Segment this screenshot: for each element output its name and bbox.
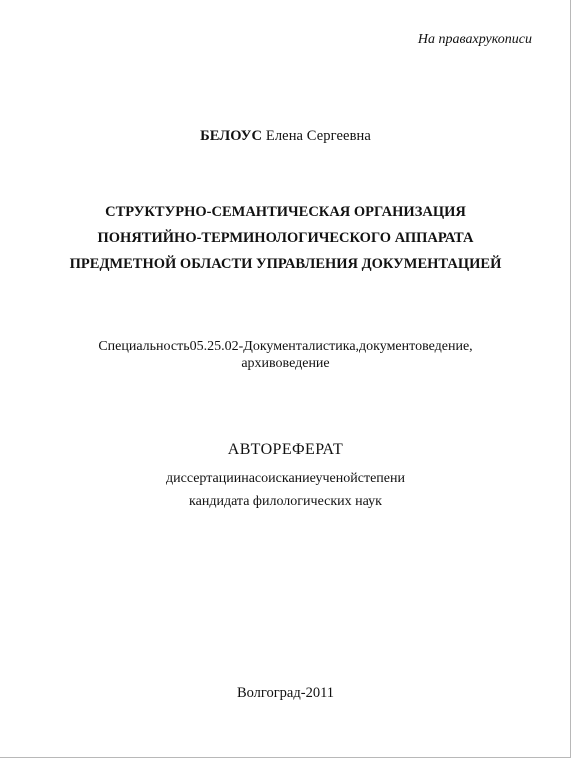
author-given-names: Елена Сергеевна <box>265 128 371 144</box>
title-line: СТРУКТУРНО-СЕМАНТИЧЕСКАЯ ОРГАНИЗАЦИЯ <box>105 204 466 220</box>
purpose-line: диссертациинасоисканиеученойстепени <box>166 471 405 486</box>
title-line: ПОНЯТИЙНО-ТЕРМИНОЛОГИЧЕСКОГО АППАРАТА <box>97 230 474 246</box>
city-year: Волгоград-2011 <box>236 685 335 701</box>
manuscript-rights-note: На правахрукописи <box>417 32 532 47</box>
specialty-line: Специальность05.25.02-Документалистика,документоведение, <box>98 339 473 354</box>
title-line: ПРЕДМЕТНОЙ ОБЛАСТИ УПРАВЛЕНИЯ ДОКУМЕНТАЦИЕЙ <box>69 256 502 272</box>
abstract-type-heading: АВТОРЕФЕРАТ <box>227 441 344 458</box>
author-surname: БЕЛОУС <box>200 128 263 144</box>
specialty-line: архивоведение <box>241 356 330 371</box>
purpose-line: кандидата филологических наук <box>189 494 382 509</box>
specialty <box>0 338 571 372</box>
degree-purpose <box>0 467 571 513</box>
author-name <box>0 128 571 145</box>
dissertation-title <box>0 199 571 277</box>
